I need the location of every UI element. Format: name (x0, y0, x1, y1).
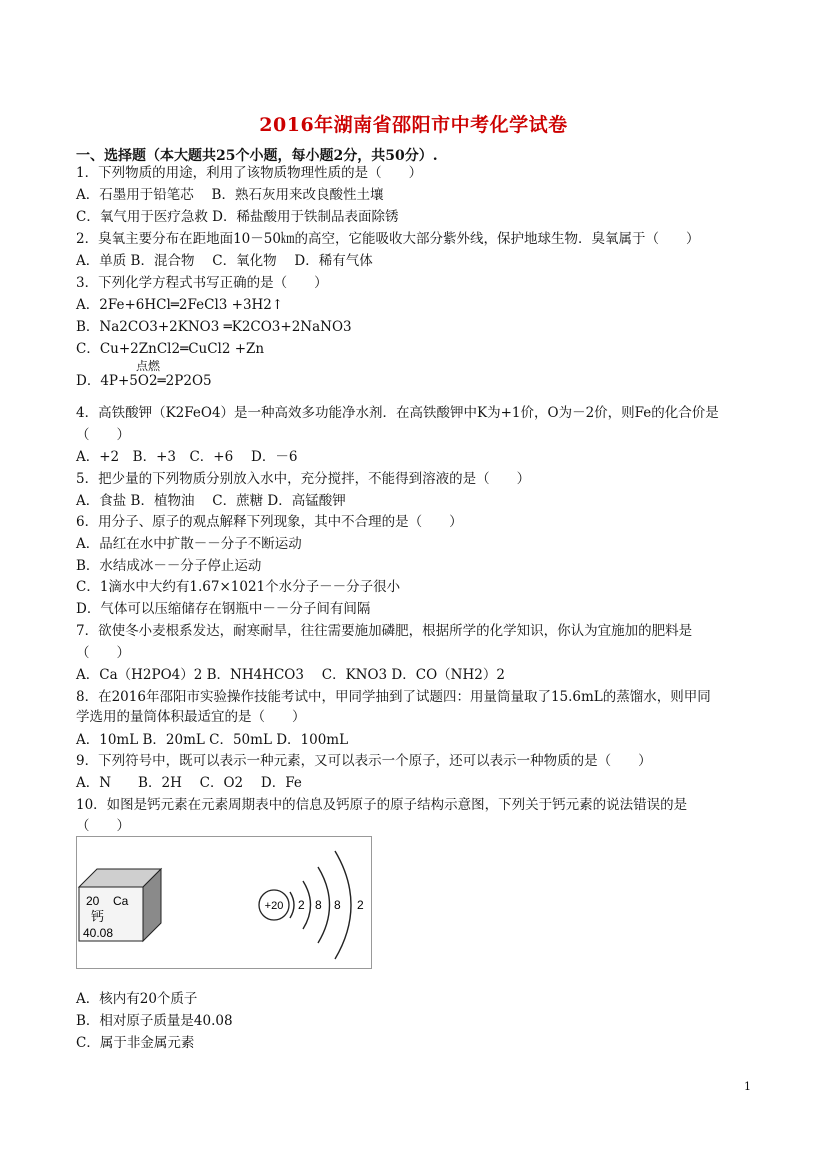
q1-options-cd: C．氧气用于医疗急救 D．稀盐酸用于铁制品表面除锈 (76, 209, 399, 225)
q9-options: A．N B．2H C．O2 D．Fe (76, 775, 302, 791)
q1-options-ab: A．石墨用于铅笔芯 B．熟石灰用来改良酸性土壤 (76, 187, 384, 203)
q4-answer-paren: （ ） (76, 427, 130, 443)
q3-stem: 3．下列化学方程式书写正确的是（ ） (76, 275, 328, 291)
atomic-number: 20 (86, 894, 100, 908)
nucleus-charge: +20 (264, 900, 284, 912)
q3-reaction-condition: 点燃 (136, 359, 161, 373)
q7-answer-paren: （ ） (76, 645, 130, 661)
q10-option-a: A．核内有20个质子 (76, 991, 198, 1007)
q10-option-c: C．属于非金属元素 (76, 1035, 195, 1051)
q7-stem: 7．欲使冬小麦根系发达，耐寒耐旱，往往需要施加磷肥，根据所学的化学知识，你认为宜施加的肥料是 (76, 623, 693, 639)
q8-options: A．10mL B．20mL C．50mL D．100mL (76, 732, 349, 748)
exam-title: 2016年湖南省邵阳市中考化学试卷 (259, 114, 568, 136)
q10-answer-paren: （ ） (76, 818, 130, 834)
q6-stem: 6．用分子、原子的观点解释下列现象，其中不合理的是（ ） (76, 514, 463, 530)
q8-stem-line1: 8．在2016年邵阳市实验操作技能考试中，甲同学抽到了试题四：用量筒量取了15.6mL的蒸馏水，则甲同 (76, 689, 711, 705)
shell-1-electrons: 2 (298, 898, 305, 912)
q2-options: A．单质 B．混合物 C．氧化物 D．稀有气体 (76, 253, 373, 269)
q6-option-c: C．1滴水中大约有1.67×1021个水分子－－分子很小 (76, 579, 401, 595)
q6-option-b: B．水结成冰－－分子停止运动 (76, 558, 262, 574)
q3-option-a: A．2Fe+6HCl═2FeCl3 +3H2↑ (76, 297, 284, 313)
q3-option-c: C．Cu+2ZnCl2═CuCl2 +Zn (76, 341, 265, 357)
shell-4-electrons: 2 (357, 898, 364, 912)
page-number: 1 (744, 1080, 751, 1093)
q1-stem: 1．下列物质的用途，利用了该物质物理性质的是（ ） (76, 165, 423, 181)
q9-stem: 9．下列符号中，既可以表示一种元素，又可以表示一个原子，还可以表示一种物质的是（ ） (76, 753, 652, 769)
q10-option-b: B．相对原子质量是40.08 (76, 1013, 233, 1029)
q4-stem: 4．高铁酸钾（K2FeO4）是一种高效多功能净水剂．在高铁酸钾中K为+1价，O为－2价，则Fe的化合价是 (76, 405, 719, 421)
q10-stem: 10．如图是钙元素在元素周期表中的信息及钙原子的原子结构示意图，下列关于钙元素的说法错误的是 (76, 797, 688, 813)
electron-shell-1 (290, 892, 294, 918)
q6-option-d: D．气体可以压缩储存在钢瓶中－－分子间有间隔 (76, 601, 371, 617)
shell-2-electrons: 8 (315, 898, 322, 912)
q4-options: A．+2 B．+3 C．+6 D．－6 (76, 449, 298, 465)
q2-stem: 2．臭氧主要分布在距地面10－50㎞的高空，它能吸收大部分紫外线，保护地球生物．臭氧属于（ ） (76, 231, 700, 247)
q3-option-b: B．Na2CO3+2KNO3 ═K2CO3+2NaNO3 (76, 319, 352, 335)
section-heading: 一、选择题（本大题共25个小题，每小题2分，共50分）. (76, 148, 438, 164)
q5-stem: 5．把少量的下列物质分别放入水中，充分搅拌，不能得到溶液的是（ ） (76, 471, 531, 487)
q3-option-d: D．4P+5O2═2P2O5 (76, 373, 212, 389)
q7-options: A．Ca（H2PO4）2 B．NH4HCO3 C．KNO3 D．CO（NH2）2 (76, 667, 505, 683)
calcium-diagram (77, 837, 371, 968)
element-name: 钙 (91, 910, 105, 925)
q6-option-a: A．品红在水中扩散－－分子不断运动 (76, 536, 302, 552)
element-symbol: Ca (113, 894, 129, 908)
calcium-figure (76, 836, 372, 969)
shell-3-electrons: 8 (334, 898, 341, 912)
q8-stem-line2: 学选用的量筒体积最适宜的是（ ） (76, 709, 306, 725)
atomic-mass: 40.08 (83, 926, 114, 940)
q5-options: A．食盐 B．植物油 C．蔗糖 D．高锰酸钾 (76, 493, 346, 509)
